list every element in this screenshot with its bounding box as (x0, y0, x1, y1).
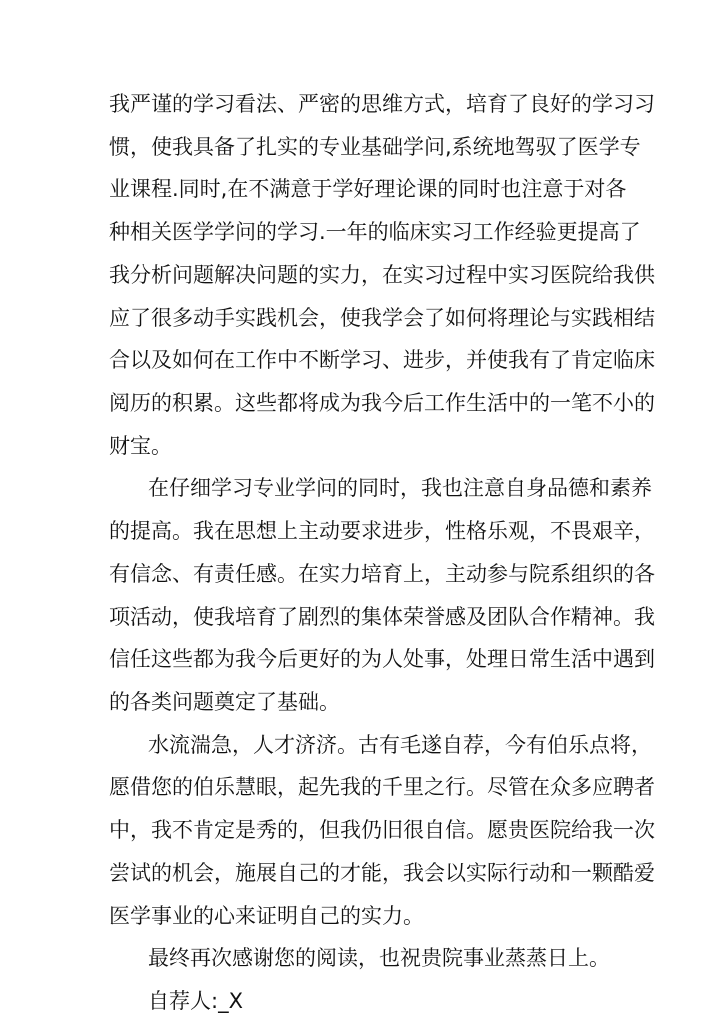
text-line-14: 信任这些都为我今后更好的为人处事，处理日常生活中遇到 (109, 647, 655, 672)
text-line-2: 惯，使我具备了扎实的专业基础学问,系统地驾驭了医学专 (109, 134, 641, 159)
text-line-9: 财宝。 (109, 433, 172, 458)
text-line-19: 尝试的机会，施展自己的才能，我会以实际行动和一颗酷爱 (109, 860, 655, 885)
text-line-6: 应了很多动手实践机会，使我学会了如何将理论与实践相结 (109, 305, 655, 330)
text-line-13: 项活动，使我培育了剧烈的集体荣誉感及团队合作精神。我 (109, 604, 655, 629)
text-line-5: 我分析问题解决问题的实力，在实习过程中实习医院给我供 (109, 262, 655, 287)
text-line-10: 在仔细学习专业学问的同时，我也注意自身品德和素养 (148, 476, 652, 501)
text-line-21: 最终再次感谢您的阅读，也祝贵院事业蒸蒸日上。 (148, 946, 610, 971)
text-line-4: 种相关医学学问的学习.一年的临床实习工作经验更提高了 (109, 220, 641, 245)
text-line-12: 有信念、有责任感。在实力培育上，主动参与院系组织的各 (109, 561, 655, 586)
text-line-15: 的各类问题奠定了基础。 (109, 690, 340, 714)
text-line-8: 阅历的积累。这些都将成为我今后工作生活中的一笔不小的 (109, 391, 655, 415)
text-line-20: 医学事业的心来证明自己的实力。 (109, 903, 424, 928)
text-line-18: 中，我不肯定是秀的，但我仍旧很自信。愿贵医院给我一次 (109, 818, 655, 843)
text-line-11: 的提高。我在思想上主动要求进步，性格乐观，不畏艰辛， (109, 519, 655, 544)
text-line-3: 业课程.同时,在不满意于学好理论课的同时也注意于对各 (109, 177, 627, 202)
text-line-16: 水流湍急，人才济济。古有毛遂自荐，今有伯乐点将， (148, 732, 652, 757)
text-line-17: 愿借您的伯乐慧眼，起先我的千里之行。尽管在众多应聘者 (109, 775, 655, 800)
text-line-7: 合以及如何在工作中不断学习、进步，并使我有了肯定临床 (109, 348, 655, 373)
text-line-1: 我严谨的学习看法、严密的思维方式，培育了良好的学习习 (109, 92, 655, 116)
signature-line: 自荐人:_X (148, 989, 243, 1013)
